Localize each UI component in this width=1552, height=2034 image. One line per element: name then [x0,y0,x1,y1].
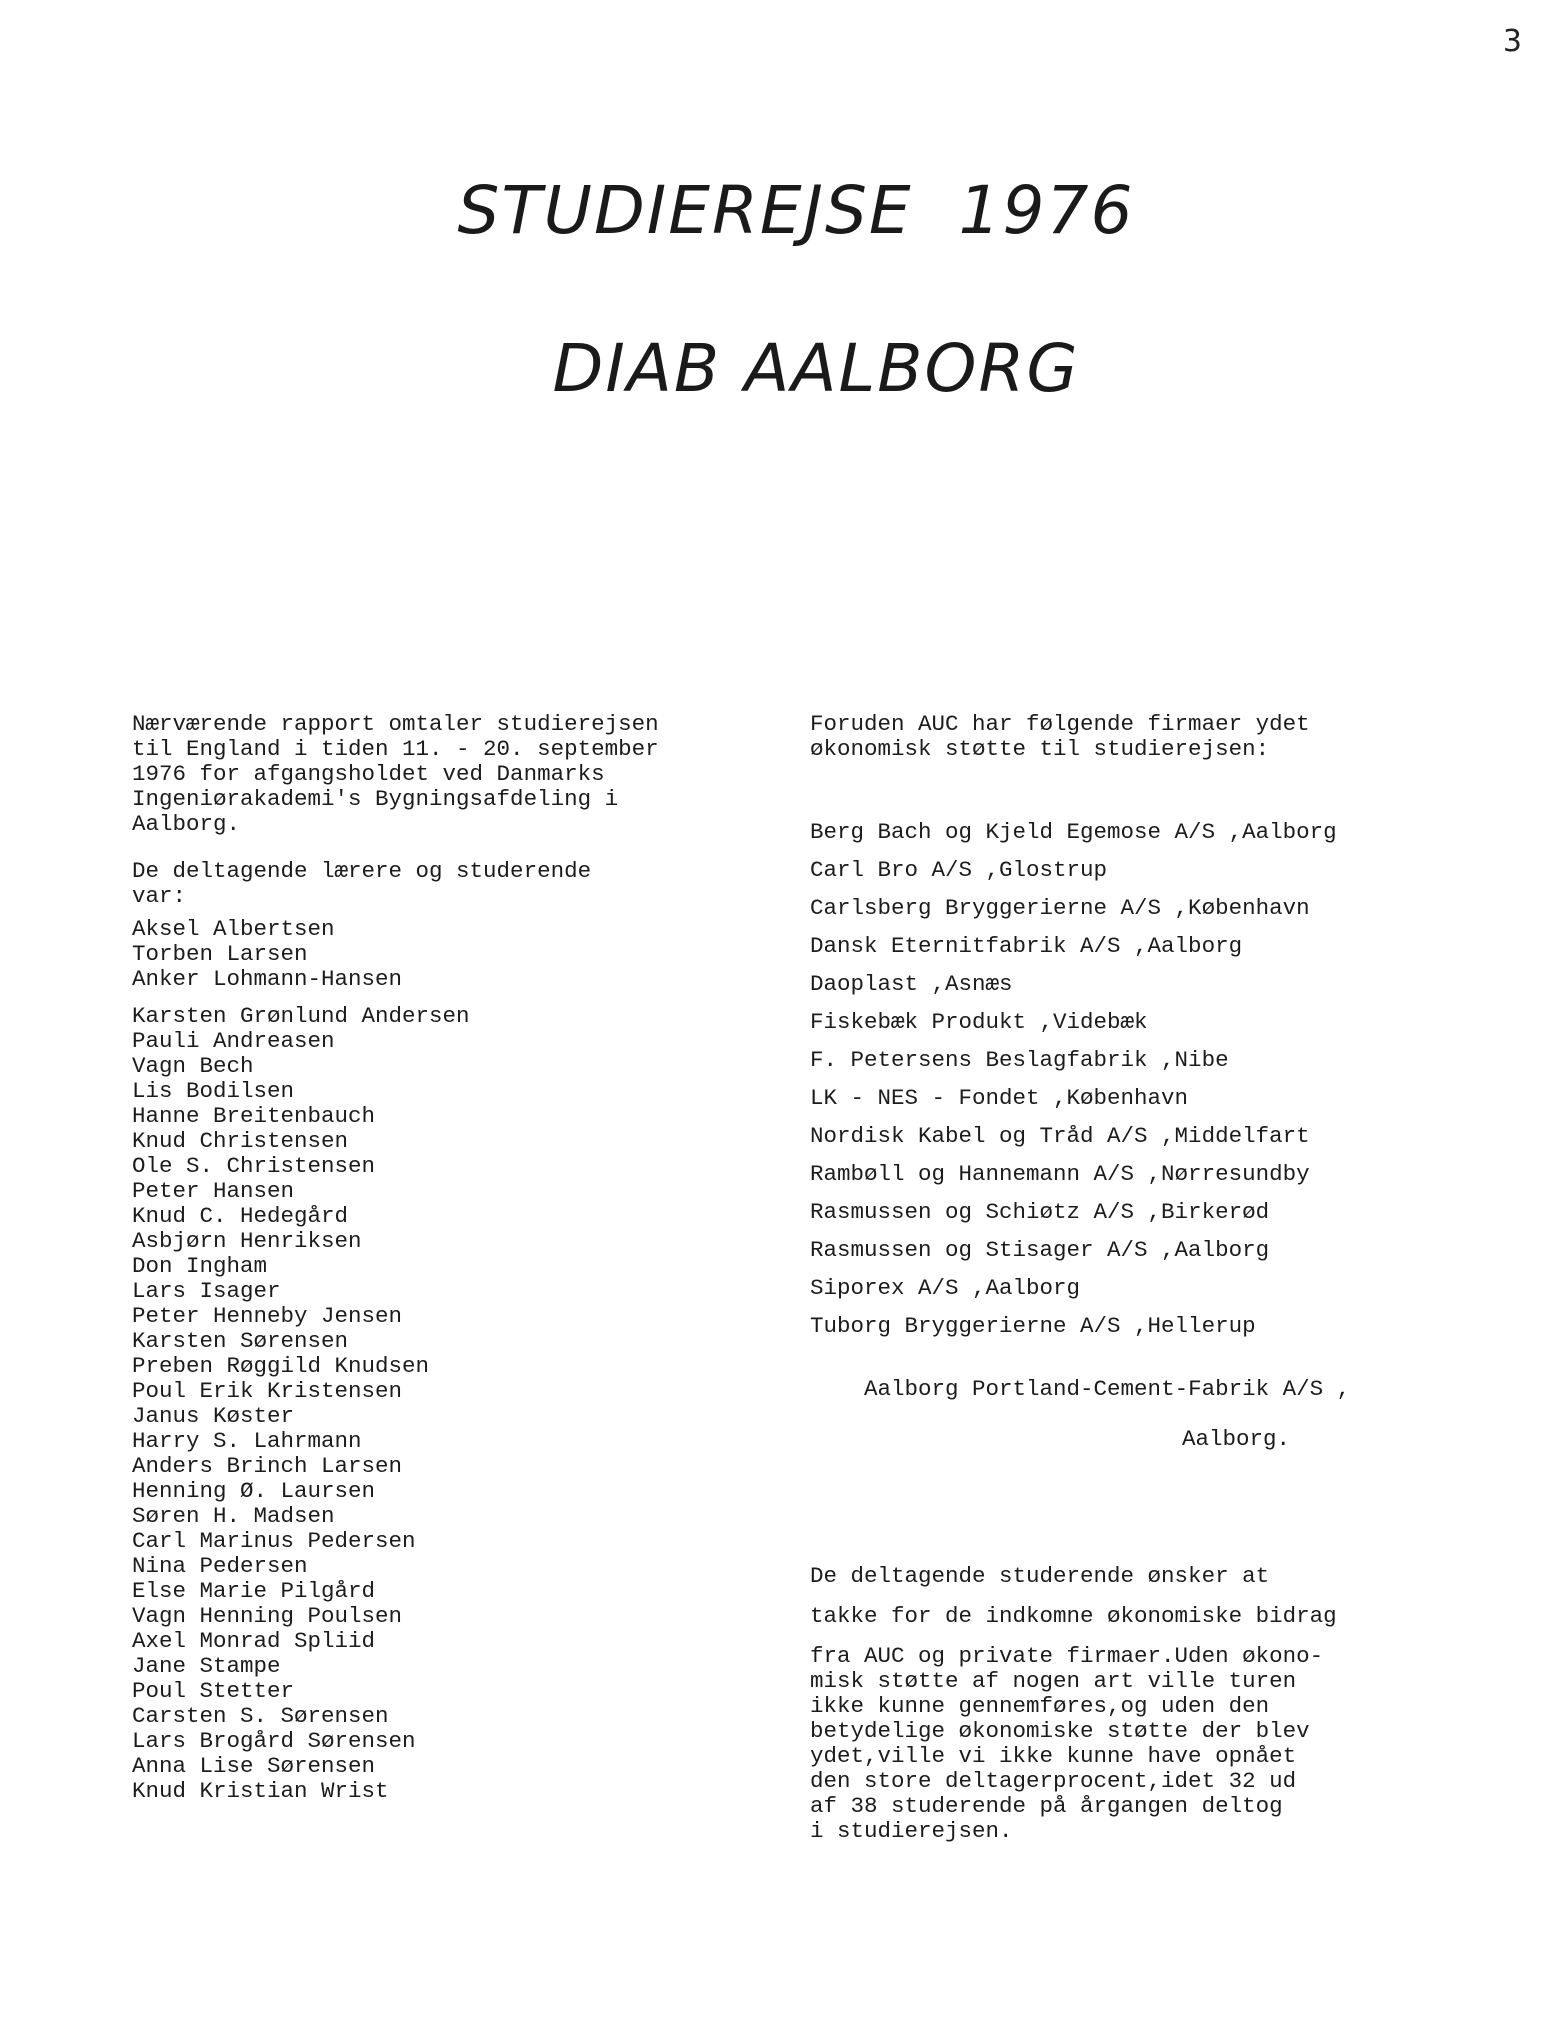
student-name: Poul Stetter [132,1678,295,1704]
student-list [132,1004,772,1804]
student-name: Asbjørn Henriksen [132,1228,362,1254]
thanks-line-1: De deltagende studerende ønsker at [810,1563,1270,1589]
student-name: Harry S. Lahrmann [132,1428,362,1454]
student-name: Vagn Henning Poulsen [132,1603,403,1629]
sponsor-item: Siporex A/S ,Aalborg [810,1275,1081,1301]
student-name: Søren H. Madsen [132,1503,335,1529]
sponsor-last-name: Aalborg Portland-Cement-Fabrik A/S , [864,1376,1351,1402]
student-name: Else Marie Pilgård [132,1578,376,1604]
teacher-name: Torben Larsen [132,941,308,967]
sponsor-item: Carl Bro A/S ,Glostrup [810,857,1108,883]
thanks-paragraph [810,1564,1430,1844]
report-subtitle: DIAB AALBORG [552,330,1080,407]
student-name: Lars Isager [132,1278,281,1304]
student-name: Carl Marinus Pedersen [132,1528,416,1554]
student-name: Axel Monrad Spliid [132,1628,376,1654]
right-column [810,712,1430,1844]
student-name: Preben Røggild Knudsen [132,1353,430,1379]
sponsor-item: Dansk Eternitfabrik A/S ,Aalborg [810,933,1243,959]
sponsor-item: Nordisk Kabel og Tråd A/S ,Middelfart [810,1123,1310,1149]
sponsor-item: LK - NES - Fondet ,København [810,1085,1189,1111]
student-name: Don Ingham [132,1253,268,1279]
student-name: Nina Pedersen [132,1553,308,1579]
participants-intro: De deltagende lærere og studerende var: [132,858,592,909]
student-name: Vagn Bech [132,1053,254,1079]
sponsors-intro: Foruden AUC har følgende firmaer ydet økonomisk støtte til studierejsen: [810,711,1310,762]
sponsor-item: Berg Bach og Kjeld Egemose A/S ,Aalborg [810,819,1337,845]
left-column [132,712,772,1804]
report-title: STUDIEREJSE 1976 [457,172,1135,249]
sponsor-item: Rambøll og Hannemann A/S ,Nørresundby [810,1161,1310,1187]
sponsor-item: F. Petersens Beslagfabrik ,Nibe [810,1047,1229,1073]
student-name: Peter Hansen [132,1178,295,1204]
sponsor-last-city: Aalborg. [1182,1426,1291,1452]
student-name: Knud Christensen [132,1128,349,1154]
thanks-text: fra AUC og private firmaer.Uden økono- misk støtte af nogen art ville turen ikke kunne gennemføres,og uden den betydelige økonomiske støtte der blev ydet,ville vi ikke kunne have opnået den store deltagerprocent,idet 32 ud af 38 studerende på årgangen deltog i studierejsen. [810,1643,1324,1844]
sponsor-item-last [810,1352,1430,1502]
sponsor-item: Rasmussen og Schiøtz A/S ,Birkerød [810,1199,1270,1225]
student-name: Karsten Grønlund Andersen [132,1003,470,1029]
student-name: Pauli Andreasen [132,1028,335,1054]
student-name: Ole S. Christensen [132,1153,376,1179]
student-name: Janus Køster [132,1403,295,1429]
sponsor-item: Carlsberg Bryggerierne A/S ,København [810,895,1310,921]
student-name: Henning Ø. Laursen [132,1478,376,1504]
student-name: Knud Kristian Wrist [132,1778,389,1804]
thanks-line-2: takke for de indkomne økonomiske bidrag [810,1603,1337,1629]
student-name: Karsten Sørensen [132,1328,349,1354]
student-name: Poul Erik Kristensen [132,1378,403,1404]
student-name: Hanne Breitenbauch [132,1103,376,1129]
intro-paragraph: Nærværende rapport omtaler studierejsen til England i tiden 11. - 20. september 1976 for afgangsholdet ved Danmarks Ingeniørakademi's Bygningsafdeling i Aalborg. [132,711,659,837]
student-name: Anna Lise Sørensen [132,1753,376,1779]
student-name: Lis Bodilsen [132,1078,295,1104]
student-name: Peter Henneby Jensen [132,1303,403,1329]
sponsor-item: Fiskebæk Produkt ,Videbæk [810,1009,1148,1035]
teacher-name: Aksel Albertsen [132,916,335,942]
student-name: Lars Brogård Sørensen [132,1728,416,1754]
sponsor-item: Tuborg Bryggerierne A/S ,Hellerup [810,1313,1256,1339]
teacher-name: Anker Lohmann-Hansen [132,966,403,992]
student-name: Anders Brinch Larsen [132,1453,403,1479]
page-number: 3 [1502,24,1522,59]
teacher-list [132,917,772,992]
sponsor-item: Daoplast ,Asnæs [810,971,1013,997]
student-name: Knud C. Hedegård [132,1203,349,1229]
student-name: Jane Stampe [132,1653,281,1679]
sponsor-item: Rasmussen og Stisager A/S ,Aalborg [810,1237,1270,1263]
sponsor-list [810,820,1430,1352]
student-name: Carsten S. Sørensen [132,1703,389,1729]
